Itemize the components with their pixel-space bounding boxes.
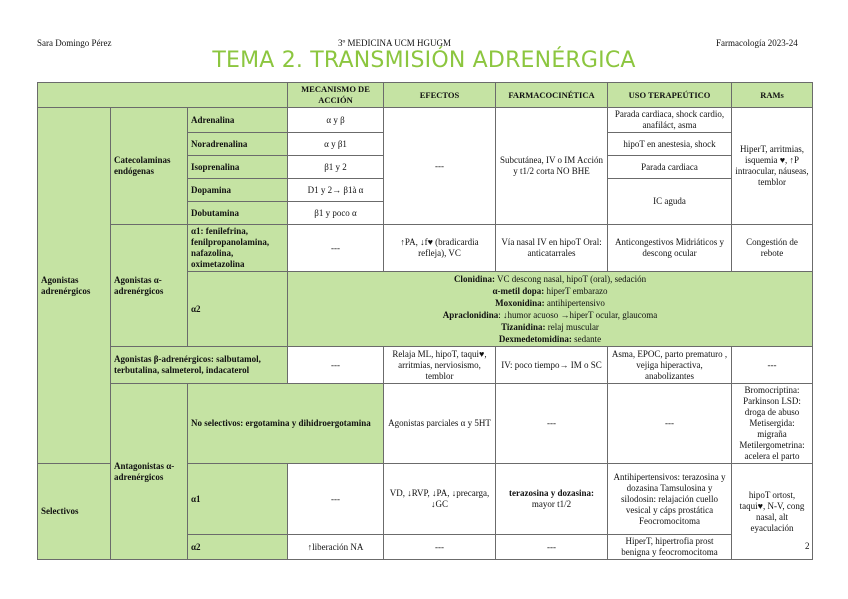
catecolaminas-farmacocinetica: Subcutánea, IV o IM Acción y t1/2 corta NO BHE xyxy=(496,108,608,225)
table-row xyxy=(38,108,813,133)
agonistas-group-label: Agonistas adrenérgicos xyxy=(38,108,111,464)
drug-mechanism: D1 y 2→ β1à α xyxy=(288,179,384,202)
drug-uso: hipoT en anestesia, shock xyxy=(608,133,732,156)
alfa2-drug-name: α-metil dopa: xyxy=(492,286,545,296)
list-item xyxy=(291,309,809,321)
alfa1-efectos: ↑PA, ↓f♥ (bradicardia refleja), VC xyxy=(384,225,496,272)
drug-name: Dobutamina xyxy=(188,202,288,225)
alfa2-drug-text: VC descong nasal, hipoT (oral), sedación xyxy=(494,274,647,284)
page-title: TEMA 2. TRANSMISIÓN ADRENÉRGICA xyxy=(212,48,636,73)
header-blank-cell xyxy=(38,83,288,108)
beta-mechanism: --- xyxy=(288,347,384,384)
alfa2-drug-name: Apraclonidina xyxy=(442,310,499,320)
no-selectivos-label: No selectivos: ergotamina y dihidroergotamina xyxy=(188,384,384,464)
catecolaminas-rams: HiperT, arritmias, isquemia ♥, ↑P intraocular, náuseas, temblor xyxy=(732,108,813,225)
alfa2-drug-name: Dexmedetomidina: xyxy=(498,334,572,344)
selectivos-a2-farmacocinetica: --- xyxy=(496,535,608,560)
no-selectivos-mechanism: Agonistas parciales α y 5HT xyxy=(384,384,496,464)
catecolaminas-efectos: --- xyxy=(384,108,496,225)
alfa2-drug-name: Moxonidina: xyxy=(495,298,545,308)
selectivos-a1-farmaco-drugs: terazosina y dozasina: xyxy=(509,488,595,498)
list-item xyxy=(291,333,809,345)
selectivos-a2-uso: HiperT, hipertrofia prost benigna y feocromocitoma xyxy=(608,535,732,560)
drug-name: Isoprenalina xyxy=(188,156,288,179)
selectivos-rams: hipoT ortost, taqui♥, N-V, cong nasal, alt eyaculación xyxy=(732,464,813,560)
alfa2-drug-text: sedante xyxy=(571,334,602,344)
col-header-rams: RAMs xyxy=(732,83,813,108)
page-number: 2 xyxy=(805,541,810,551)
alfa2-drug-name: Tizanidina: xyxy=(501,322,546,332)
alfa2-drug-text: antihipertensivo xyxy=(544,298,605,308)
drug-mechanism: α y β xyxy=(288,108,384,133)
drug-uso: Parada cardiaca xyxy=(608,156,732,179)
beta-rams: --- xyxy=(732,347,813,384)
col-header-farmacocinetica: FARMACOCINÉTICA xyxy=(496,83,608,108)
drug-mechanism: β1 y poco α xyxy=(288,202,384,225)
header-author: Sara Domingo Pérez xyxy=(37,38,112,48)
col-header-efectos: EFECTOS xyxy=(384,83,496,108)
alfa2-drug-text: : ↓humor acuoso →hiperT ocular, glaucoma xyxy=(498,310,658,320)
header-row xyxy=(38,83,813,108)
alfa2-drug-text: relaj muscular xyxy=(545,322,599,332)
selectivos-a2-label: α2 xyxy=(188,535,288,560)
header-course: 3º MEDICINA UCM HGUGM xyxy=(338,38,452,48)
list-item xyxy=(291,297,809,309)
table-row xyxy=(38,347,813,384)
list-item xyxy=(291,321,809,333)
alfa1-drugs: α1: fenilefrina, fenilpropanolamina, nafazolina, oximetazolina xyxy=(188,225,288,272)
beta-uso: Asma, EPOC, parto prematuro , vejiga hiperactiva, anabolizantes xyxy=(608,347,732,384)
no-selectivos-efectos: --- xyxy=(496,384,608,464)
list-item xyxy=(291,273,809,285)
pharmacology-table xyxy=(37,82,813,560)
selectivos-a2-mechanism: ↑liberación NA xyxy=(288,535,384,560)
no-selectivos-uso: Bromocriptina: Parkinson LSD: droga de abuso Metisergida: migraña Metilergometrina: acelera el parto xyxy=(732,384,813,464)
alfa1-mechanism: --- xyxy=(288,225,384,272)
col-header-uso: USO TERAPEÚTICO xyxy=(608,83,732,108)
alfa1-farmacocinetica: Vía nasal IV en hipoT Oral: anticatarrales xyxy=(496,225,608,272)
drug-name: Dopamina xyxy=(188,179,288,202)
drug-mechanism: β1 y 2 xyxy=(288,156,384,179)
table-row xyxy=(38,225,813,272)
selectivos-a1-farmacocinetica xyxy=(496,464,608,535)
alfa2-drug-text: hiperT embarazo xyxy=(544,286,608,296)
no-selectivos-farmacocinetica: --- xyxy=(608,384,732,464)
selectivos-a2-efectos: --- xyxy=(384,535,496,560)
alfa2-label: α2 xyxy=(188,272,288,347)
alfa-agonistas-label: Agonistas α-adrenérgicos xyxy=(111,225,188,347)
selectivos-a1-efectos: VD, ↓RVP, ↓PA, ↓precarga, ↓GC xyxy=(384,464,496,535)
drug-name: Adrenalina xyxy=(188,108,288,133)
list-item xyxy=(291,285,809,297)
selectivos-a1-uso: Antihipertensivos: terazosina y dozasina Tamsulosina y silodosin: relajación cuello vesical y cáps prostática Feocromocitoma xyxy=(608,464,732,535)
alfa1-uso: Anticongestivos Midriáticos y descong ocular xyxy=(608,225,732,272)
selectivos-a1-farmaco-text: mayor t1/2 xyxy=(531,499,572,509)
antagonistas-group-label: Antagonistas α-adrenérgicos xyxy=(111,384,188,560)
beta-agonistas-label: Agonistas β-adrenérgicos: salbutamol, terbutalina, salmeterol, indacaterol xyxy=(111,347,288,384)
alfa2-drug-name: Clonidina: xyxy=(453,274,495,284)
selectivos-label: Selectivos xyxy=(38,464,111,560)
selectivos-a1-label: α1 xyxy=(188,464,288,535)
selectivos-a1-mechanism: --- xyxy=(288,464,384,535)
alfa1-rams: Congestión de rebote xyxy=(732,225,813,272)
drug-mechanism: α y β1 xyxy=(288,133,384,156)
beta-efectos: Relaja ML, hipoT, taqui♥, arritmias, nerviosismo, temblor xyxy=(384,347,496,384)
drug-name: Noradrenalina xyxy=(188,133,288,156)
beta-farmacocinetica: IV: poco tiempo→ IM o SC xyxy=(496,347,608,384)
catecolaminas-label: Catecolaminas endógenas xyxy=(111,108,188,225)
header-subject: Farmacología 2023-24 xyxy=(716,38,798,48)
col-header-mecanismo: MECANISMO DE ACCIÓN xyxy=(288,83,384,108)
alfa2-list xyxy=(288,272,813,347)
drug-uso: IC aguda xyxy=(608,179,732,225)
drug-uso: Parada cardiaca, shock cardio, anafiláct, asma xyxy=(608,108,732,133)
table-row xyxy=(38,384,813,464)
